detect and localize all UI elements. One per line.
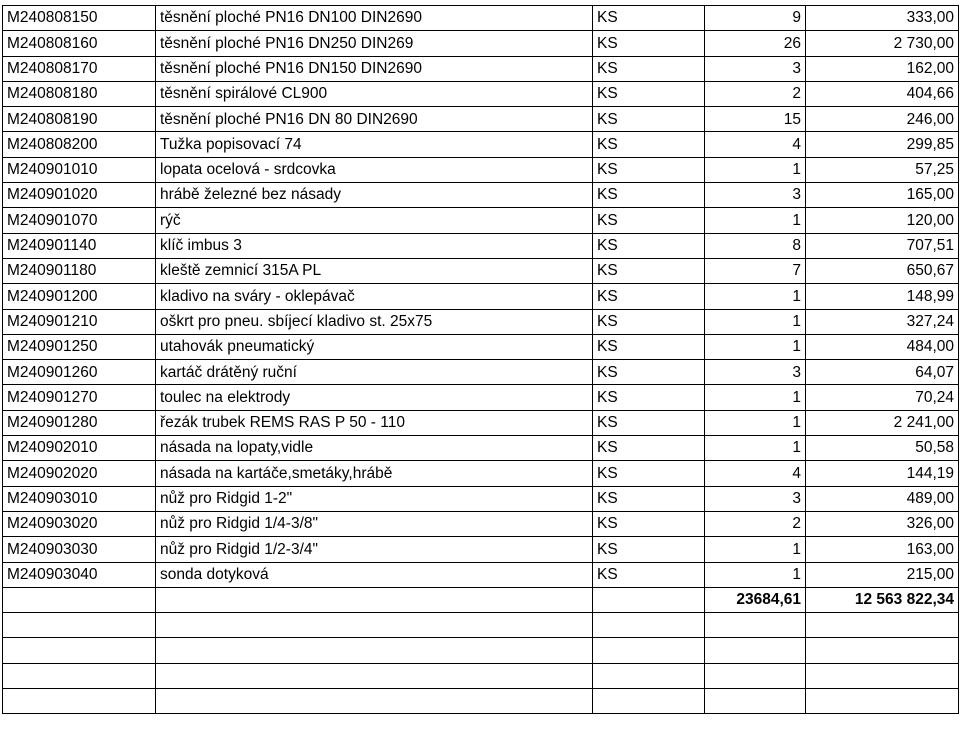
item-name-cell[interactable]: těsnění ploché PN16 DN100 DIN2690 — [156, 6, 593, 31]
item-code-cell[interactable]: M240808160 — [3, 31, 156, 56]
item-code-cell[interactable]: M240901070 — [3, 208, 156, 233]
empty-cell[interactable] — [156, 638, 593, 663]
table-row — [3, 309, 959, 334]
unit-cell[interactable]: KS — [593, 334, 705, 359]
price-cell[interactable]: 484,00 — [806, 334, 959, 359]
price-cell[interactable]: 144,19 — [806, 461, 959, 486]
item-name-cell[interactable]: násada na kartáče,smetáky,hrábě — [156, 461, 593, 486]
total-quantity-cell[interactable]: 23684,61 — [705, 587, 806, 612]
quantity-cell[interactable]: 3 — [705, 183, 806, 208]
quantity-cell[interactable]: 1 — [705, 410, 806, 435]
unit-cell[interactable]: KS — [593, 6, 705, 31]
price-cell[interactable]: 489,00 — [806, 486, 959, 511]
totals-row — [3, 587, 959, 612]
unit-cell[interactable]: KS — [593, 385, 705, 410]
price-cell[interactable]: 64,07 — [806, 360, 959, 385]
price-cell[interactable]: 148,99 — [806, 284, 959, 309]
item-code-cell[interactable]: M240808200 — [3, 132, 156, 157]
table-row — [3, 208, 959, 233]
unit-cell[interactable]: KS — [593, 511, 705, 536]
table-row — [3, 81, 959, 106]
unit-cell[interactable]: KS — [593, 360, 705, 385]
item-code-cell[interactable]: M240902020 — [3, 461, 156, 486]
empty-cell[interactable] — [593, 689, 705, 714]
empty-cell[interactable] — [705, 689, 806, 714]
item-code-cell[interactable]: M240901260 — [3, 360, 156, 385]
empty-cell[interactable] — [806, 689, 959, 714]
price-cell[interactable]: 50,58 — [806, 436, 959, 461]
item-name-cell[interactable]: hrábě železné bez násady — [156, 183, 593, 208]
item-name-cell[interactable]: násada na lopaty,vidle — [156, 436, 593, 461]
empty-cell[interactable] — [593, 638, 705, 663]
unit-cell[interactable]: KS — [593, 107, 705, 132]
quantity-cell[interactable]: 26 — [705, 31, 806, 56]
empty-cell[interactable] — [3, 689, 156, 714]
table-row — [3, 436, 959, 461]
empty-cell[interactable] — [705, 638, 806, 663]
spreadsheet-table — [2, 5, 959, 714]
quantity-cell[interactable]: 2 — [705, 81, 806, 106]
item-code-cell[interactable]: M240903020 — [3, 511, 156, 536]
empty-cell[interactable] — [806, 613, 959, 638]
item-code-cell[interactable]: M240808170 — [3, 56, 156, 81]
item-name-cell[interactable]: kladivo na sváry - oklepávač — [156, 284, 593, 309]
quantity-cell[interactable]: 1 — [705, 562, 806, 587]
unit-cell[interactable]: KS — [593, 208, 705, 233]
quantity-cell[interactable]: 3 — [705, 486, 806, 511]
quantity-cell[interactable]: 15 — [705, 107, 806, 132]
empty-cell[interactable] — [3, 663, 156, 688]
item-name-cell[interactable]: utahovák pneumatický — [156, 334, 593, 359]
unit-cell[interactable]: KS — [593, 461, 705, 486]
quantity-cell[interactable]: 1 — [705, 309, 806, 334]
item-code-cell[interactable]: M240901180 — [3, 258, 156, 283]
empty-cell[interactable] — [3, 587, 156, 612]
item-code-cell[interactable]: M240808150 — [3, 6, 156, 31]
empty-row — [3, 638, 959, 663]
empty-row — [3, 689, 959, 714]
quantity-cell[interactable]: 3 — [705, 56, 806, 81]
empty-cell[interactable] — [806, 638, 959, 663]
table-row — [3, 132, 959, 157]
table-row — [3, 385, 959, 410]
quantity-cell[interactable]: 1 — [705, 385, 806, 410]
unit-cell[interactable]: KS — [593, 183, 705, 208]
item-name-cell[interactable]: oškrt pro pneu. sbíjecí kladivo st. 25x75 — [156, 309, 593, 334]
item-name-cell[interactable]: sonda dotyková — [156, 562, 593, 587]
price-cell[interactable]: 70,24 — [806, 385, 959, 410]
item-code-cell[interactable]: M240903030 — [3, 537, 156, 562]
table-row — [3, 258, 959, 283]
empty-cell[interactable] — [156, 689, 593, 714]
price-cell[interactable]: 326,00 — [806, 511, 959, 536]
item-name-cell[interactable]: nůž pro Ridgid 1/4-3/8" — [156, 511, 593, 536]
quantity-cell[interactable]: 1 — [705, 157, 806, 182]
item-name-cell[interactable]: nůž pro Ridgid 1-2" — [156, 486, 593, 511]
unit-cell[interactable]: KS — [593, 81, 705, 106]
quantity-cell[interactable]: 8 — [705, 233, 806, 258]
item-code-cell[interactable]: M240901250 — [3, 334, 156, 359]
unit-cell[interactable]: KS — [593, 132, 705, 157]
table-row — [3, 537, 959, 562]
item-code-cell[interactable]: M240902010 — [3, 436, 156, 461]
item-code-cell[interactable]: M240901020 — [3, 183, 156, 208]
item-code-cell[interactable]: M240903010 — [3, 486, 156, 511]
empty-row — [3, 663, 959, 688]
quantity-cell[interactable]: 1 — [705, 537, 806, 562]
table-row — [3, 410, 959, 435]
unit-cell[interactable]: KS — [593, 410, 705, 435]
unit-cell[interactable]: KS — [593, 233, 705, 258]
empty-row — [3, 613, 959, 638]
item-code-cell[interactable]: M240808180 — [3, 81, 156, 106]
item-code-cell[interactable]: M240903040 — [3, 562, 156, 587]
quantity-cell[interactable]: 4 — [705, 461, 806, 486]
table-row — [3, 157, 959, 182]
table-row — [3, 486, 959, 511]
unit-cell[interactable]: KS — [593, 258, 705, 283]
empty-cell[interactable] — [705, 613, 806, 638]
item-code-cell[interactable]: M240901210 — [3, 309, 156, 334]
item-name-cell[interactable]: toulec na elektrody — [156, 385, 593, 410]
empty-cell[interactable] — [593, 613, 705, 638]
price-cell[interactable]: 707,51 — [806, 233, 959, 258]
empty-cell[interactable] — [593, 587, 705, 612]
table-body — [3, 6, 959, 714]
item-name-cell[interactable]: kartáč drátěný ruční — [156, 360, 593, 385]
quantity-cell[interactable]: 2 — [705, 511, 806, 536]
empty-cell[interactable] — [593, 663, 705, 688]
empty-cell[interactable] — [3, 613, 156, 638]
empty-cell[interactable] — [156, 613, 593, 638]
item-name-cell[interactable]: klíč imbus 3 — [156, 233, 593, 258]
unit-cell[interactable]: KS — [593, 486, 705, 511]
item-name-cell[interactable]: Tužka popisovací 74 — [156, 132, 593, 157]
item-code-cell[interactable]: M240901140 — [3, 233, 156, 258]
item-code-cell[interactable]: M240901010 — [3, 157, 156, 182]
item-name-cell[interactable]: těsnění ploché PN16 DN250 DIN269 — [156, 31, 593, 56]
price-cell[interactable]: 215,00 — [806, 562, 959, 587]
unit-cell[interactable]: KS — [593, 309, 705, 334]
unit-cell[interactable]: KS — [593, 537, 705, 562]
unit-cell[interactable]: KS — [593, 562, 705, 587]
item-name-cell[interactable]: nůž pro Ridgid 1/2-3/4" — [156, 537, 593, 562]
unit-cell[interactable]: KS — [593, 284, 705, 309]
price-cell[interactable]: 299,85 — [806, 132, 959, 157]
unit-cell[interactable]: KS — [593, 31, 705, 56]
quantity-cell[interactable]: 4 — [705, 132, 806, 157]
item-code-cell[interactable]: M240808190 — [3, 107, 156, 132]
total-price-cell[interactable]: 12 563 822,34 — [806, 587, 959, 612]
price-cell[interactable]: 2 241,00 — [806, 410, 959, 435]
table-row — [3, 183, 959, 208]
quantity-cell[interactable]: 1 — [705, 284, 806, 309]
price-cell[interactable]: 57,25 — [806, 157, 959, 182]
item-name-cell[interactable]: těsnění spirálové CL900 — [156, 81, 593, 106]
table-row — [3, 562, 959, 587]
item-code-cell[interactable]: M240901280 — [3, 410, 156, 435]
price-cell[interactable]: 165,00 — [806, 183, 959, 208]
table-row — [3, 360, 959, 385]
table-row — [3, 284, 959, 309]
unit-cell[interactable]: KS — [593, 56, 705, 81]
unit-cell[interactable]: KS — [593, 157, 705, 182]
price-cell[interactable]: 120,00 — [806, 208, 959, 233]
unit-cell[interactable]: KS — [593, 436, 705, 461]
table-row — [3, 56, 959, 81]
table-row — [3, 461, 959, 486]
empty-cell[interactable] — [156, 663, 593, 688]
quantity-cell[interactable]: 1 — [705, 208, 806, 233]
quantity-cell[interactable]: 1 — [705, 334, 806, 359]
item-name-cell[interactable]: těsnění ploché PN16 DN150 DIN2690 — [156, 56, 593, 81]
table-row — [3, 233, 959, 258]
quantity-cell[interactable]: 9 — [705, 6, 806, 31]
table-row — [3, 334, 959, 359]
empty-cell[interactable] — [3, 638, 156, 663]
item-name-cell[interactable]: kleště zemnicí 315A PL — [156, 258, 593, 283]
item-code-cell[interactable]: M240901200 — [3, 284, 156, 309]
price-cell[interactable]: 2 730,00 — [806, 31, 959, 56]
empty-cell[interactable] — [806, 663, 959, 688]
price-cell[interactable]: 163,00 — [806, 537, 959, 562]
table-row — [3, 31, 959, 56]
item-name-cell[interactable]: těsnění ploché PN16 DN 80 DIN2690 — [156, 107, 593, 132]
table-row — [3, 511, 959, 536]
price-cell[interactable]: 246,00 — [806, 107, 959, 132]
empty-cell[interactable] — [705, 663, 806, 688]
item-name-cell[interactable]: lopata ocelová - srdcovka — [156, 157, 593, 182]
price-cell[interactable]: 333,00 — [806, 6, 959, 31]
price-cell[interactable]: 162,00 — [806, 56, 959, 81]
item-name-cell[interactable]: rýč — [156, 208, 593, 233]
quantity-cell[interactable]: 3 — [705, 360, 806, 385]
price-cell[interactable]: 404,66 — [806, 81, 959, 106]
table-row — [3, 107, 959, 132]
price-cell[interactable]: 650,67 — [806, 258, 959, 283]
price-cell[interactable]: 327,24 — [806, 309, 959, 334]
item-code-cell[interactable]: M240901270 — [3, 385, 156, 410]
table-row — [3, 6, 959, 31]
quantity-cell[interactable]: 1 — [705, 436, 806, 461]
item-name-cell[interactable]: řezák trubek REMS RAS P 50 - 110 — [156, 410, 593, 435]
empty-cell[interactable] — [156, 587, 593, 612]
quantity-cell[interactable]: 7 — [705, 258, 806, 283]
